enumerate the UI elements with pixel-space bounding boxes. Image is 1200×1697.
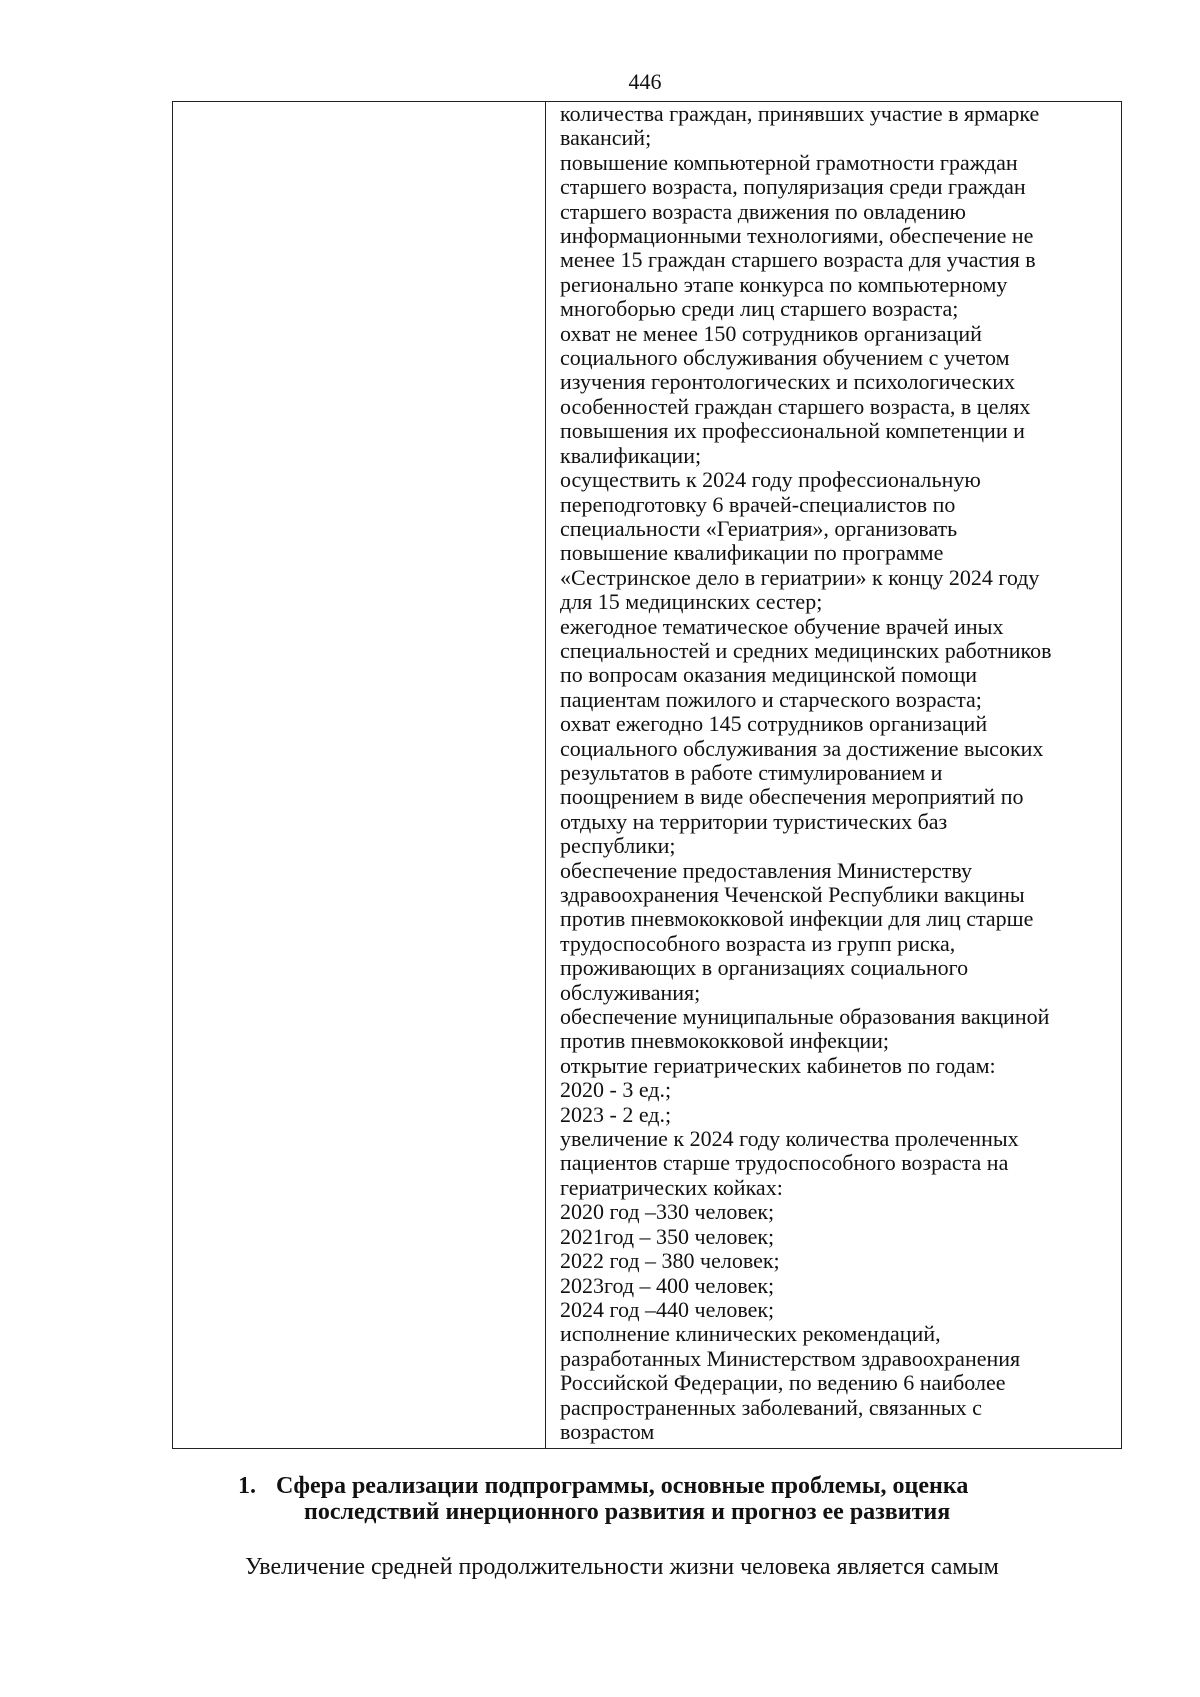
cell-text-block — [560, 102, 1121, 1444]
cell-text-line: особенностей граждан старшего возраста, в целях — [560, 393, 1031, 419]
cell-text-line: социального обслуживания за достижение высоких — [560, 735, 1044, 761]
cell-text-line: «Сестринское дело в гериатрии» к концу 2024 году — [560, 564, 1040, 590]
cell-text-line: ежегодное тематическое обучение врачей иных — [560, 613, 1004, 639]
cell-text-line: против пневмококковой инфекции для лиц старше — [560, 906, 1034, 932]
cell-text-line: 2020 год –330 человек; — [560, 1199, 775, 1225]
section-number: 1. — [238, 1473, 256, 1499]
cell-text-line: менее 15 граждан старшего возраста для участия в — [560, 247, 1036, 273]
cell-text-line: отдыху на территории туристических баз — [560, 808, 948, 834]
cell-text-line: охват не менее 150 сотрудников организаций — [560, 320, 982, 346]
cell-text-line: обслуживания; — [560, 979, 701, 1005]
cell-text-line: республики; — [560, 833, 676, 859]
cell-text-line: изучения геронтологических и психологических — [560, 369, 1016, 395]
cell-text-line: разработанных Министерством здравоохранения — [560, 1345, 1021, 1371]
cell-text-line: 2022 год – 380 человек; — [560, 1248, 780, 1274]
cell-text-line: обеспечение муниципальные образования вакциной — [560, 1004, 1050, 1030]
cell-text-line: 2023 - 2 ед.; — [560, 1101, 672, 1127]
cell-text-line: Российской Федерации, по ведению 6 наиболее — [560, 1370, 1006, 1396]
cell-text-line: против пневмококковой инфекции; — [560, 1028, 890, 1054]
table-row — [173, 102, 1122, 1449]
cell-text-line: 2023год – 400 человек; — [560, 1272, 775, 1298]
section-heading-line1 — [238, 1473, 1138, 1499]
table-cell-right — [546, 102, 1122, 1449]
cell-text-line: здравоохранения Чеченской Республики вакцины — [560, 882, 1025, 907]
cell-text-line: по вопросам оказания медицинской помощи — [560, 662, 978, 688]
cell-text-line: специальностей и средних медицинских работников — [560, 637, 1052, 663]
cell-text-line: старшего возраста движения по овладению — [560, 198, 966, 224]
cell-text-line: охват ежегодно 145 сотрудников организаций — [560, 711, 988, 737]
cell-text-line: количества граждан, принявших участие в ярмарке — [560, 101, 1040, 126]
cell-text-line: проживающих в организациях социального — [560, 955, 969, 981]
cell-text-line: вакансий; — [560, 125, 652, 151]
cell-text-line: многоборью среди лиц старшего возраста; — [560, 296, 959, 322]
cell-text-line: открытие гериатрических кабинетов по годам: — [560, 1052, 996, 1078]
cell-text-line: результатов в работе стимулированием и — [560, 759, 943, 785]
cell-text-line: 2020 - 3 ед.; — [560, 1077, 672, 1103]
page-number: 446 — [628, 69, 662, 94]
section-title-part2: последствий инерционного развития и прогноз ее развития — [304, 1499, 951, 1525]
table-cell-left — [173, 102, 546, 1449]
cell-text-line: социального обслуживания обучением с учетом — [560, 345, 1010, 371]
cell-text-line: 2024 год –440 человек; — [560, 1296, 775, 1322]
cell-text-line: распространенных заболеваний, связанных с — [560, 1394, 982, 1420]
section-title-part1: Сфера реализации подпрограммы, основные проблемы, оценка — [276, 1473, 969, 1499]
cell-text-line: специальности «Гериатрия», организовать — [560, 515, 958, 541]
cell-text-line: 2021год – 350 человек; — [560, 1223, 775, 1249]
cell-text-line: регионально этапе конкурса по компьютерному — [560, 271, 1008, 297]
cell-text-line: обеспечение предоставления Министерству — [560, 857, 973, 883]
cell-text-line: для 15 медицинских сестер; — [560, 589, 823, 615]
cell-text-line: осуществить к 2024 году профессиональную — [560, 467, 981, 493]
cell-text-line: информационными технологиями, обеспечение не — [560, 223, 1034, 249]
cell-text-line: исполнение клинических рекомендаций, — [560, 1321, 941, 1347]
cell-text-line: возрастом — [560, 1418, 655, 1444]
cell-text-line: повышение компьютерной грамотности граждан — [560, 149, 1018, 175]
cell-text-line: повышение квалификации по программе — [560, 540, 944, 566]
cell-text-line: переподготовку 6 врачей-специалистов по — [560, 491, 956, 517]
cell-text-line: пациентам пожилого и старческого возраста; — [560, 686, 982, 712]
measures-table — [172, 101, 1122, 1449]
cell-text-line: поощрением в виде обеспечения мероприятий по — [560, 784, 1024, 810]
cell-text-line: трудоспособного возраста из групп риска, — [560, 930, 956, 956]
cell-text-line: пациентов старше трудоспособного возраста на — [560, 1150, 1009, 1176]
cell-text-line: гериатрических койках: — [560, 1174, 783, 1200]
cell-text-line: увеличение к 2024 году количества пролеченных — [560, 1126, 1019, 1152]
cell-text-line: квалификации; — [560, 442, 702, 468]
section-heading — [238, 1473, 1138, 1525]
cell-text-line: повышения их профессиональной компетенции и — [560, 418, 1025, 444]
body-paragraph: Увеличение средней продолжительности жизни человека является самым — [245, 1554, 999, 1580]
cell-text-line: старшего возраста, популяризация среди граждан — [560, 174, 1026, 200]
